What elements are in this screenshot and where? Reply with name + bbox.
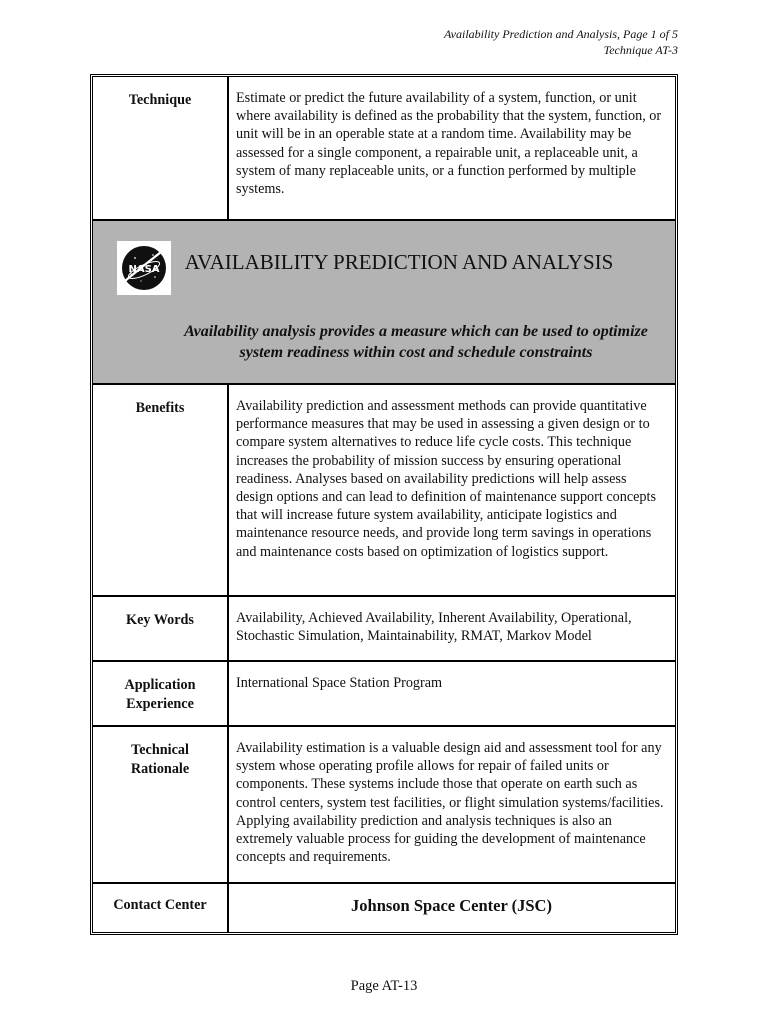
application-label bbox=[93, 662, 229, 725]
rationale-text: Availability estimation is a valuable design aid and assessment tool for any system whose operating profile allows for repair of failed units or components. These systems include those that operate on earth such as control centers, system test facilities, or flight simulation systems/facilities. Applying availability prediction and analysis techniques is also an extremely valuable process for guiding the development of maintenance concepts and requirements. bbox=[236, 740, 664, 866]
technique-text: Estimate or predict the future availability of a system, function, or unit where availability is defined as the probability that the system, function, or unit will be in an operable state at a random time. Availability may be assessed for a single component, a repairable unit, a replaceable unit, a system of many replaceable units, or a function performed by multiple systems. bbox=[236, 90, 662, 198]
rationale-label-line1: Technical bbox=[131, 742, 189, 758]
application-text: International Space Station Program bbox=[236, 675, 443, 691]
benefits-row bbox=[93, 383, 675, 595]
running-header bbox=[444, 26, 678, 58]
technique-row bbox=[93, 77, 675, 219]
rationale-label bbox=[93, 727, 229, 882]
rationale-label-line2: Rationale bbox=[130, 761, 190, 777]
application-label-line1: Application bbox=[124, 677, 196, 693]
title-banner bbox=[93, 219, 675, 383]
banner-subtitle: Availability analysis provides a measure which can be used to optimize system readiness within cost and schedule constraints bbox=[184, 323, 648, 361]
contact-label: Contact Center bbox=[93, 884, 229, 932]
technique-label: Technique bbox=[93, 77, 229, 219]
key-words-row bbox=[93, 595, 675, 660]
technique-table bbox=[90, 74, 678, 935]
benefits-label: Benefits bbox=[93, 385, 229, 595]
header-technique-id: Technique AT-3 bbox=[603, 43, 678, 57]
page-number: Page AT-13 bbox=[350, 978, 418, 994]
application-label-line2: Experience bbox=[126, 696, 194, 712]
key-words-text: Availability, Achieved Availability, Inherent Availability, Operational, Stochastic Simulation, Maintainability, RMAT, Markov Model bbox=[236, 610, 632, 645]
banner-title: AVAILABILITY PREDICTION AND ANALYSIS bbox=[184, 250, 614, 274]
header-title: Availability Prediction and Analysis, Page 1 of 5 bbox=[444, 27, 678, 41]
contact-row bbox=[93, 882, 675, 932]
benefits-text: Availability prediction and assessment methods can provide quantitative performance measures that may be used in assessing a given design or to compare system alternatives to reduce life cycle costs. This technique increases the probability of mission success by ensuring operational readiness. Analyses based on availability predictions will help assess design options and can lead to definition of maintenance support concepts that will increase future system availability, anticipate logistics and maintenance resource needs, and provide long term savings in operations and maintenance costs based on optimization of logistics support. bbox=[236, 398, 656, 560]
application-row bbox=[93, 660, 675, 725]
svg-text:NASA: NASA bbox=[128, 264, 160, 275]
key-words-label: Key Words bbox=[93, 597, 229, 660]
rationale-row bbox=[93, 725, 675, 882]
contact-value: Johnson Space Center (JSC) bbox=[351, 896, 552, 915]
